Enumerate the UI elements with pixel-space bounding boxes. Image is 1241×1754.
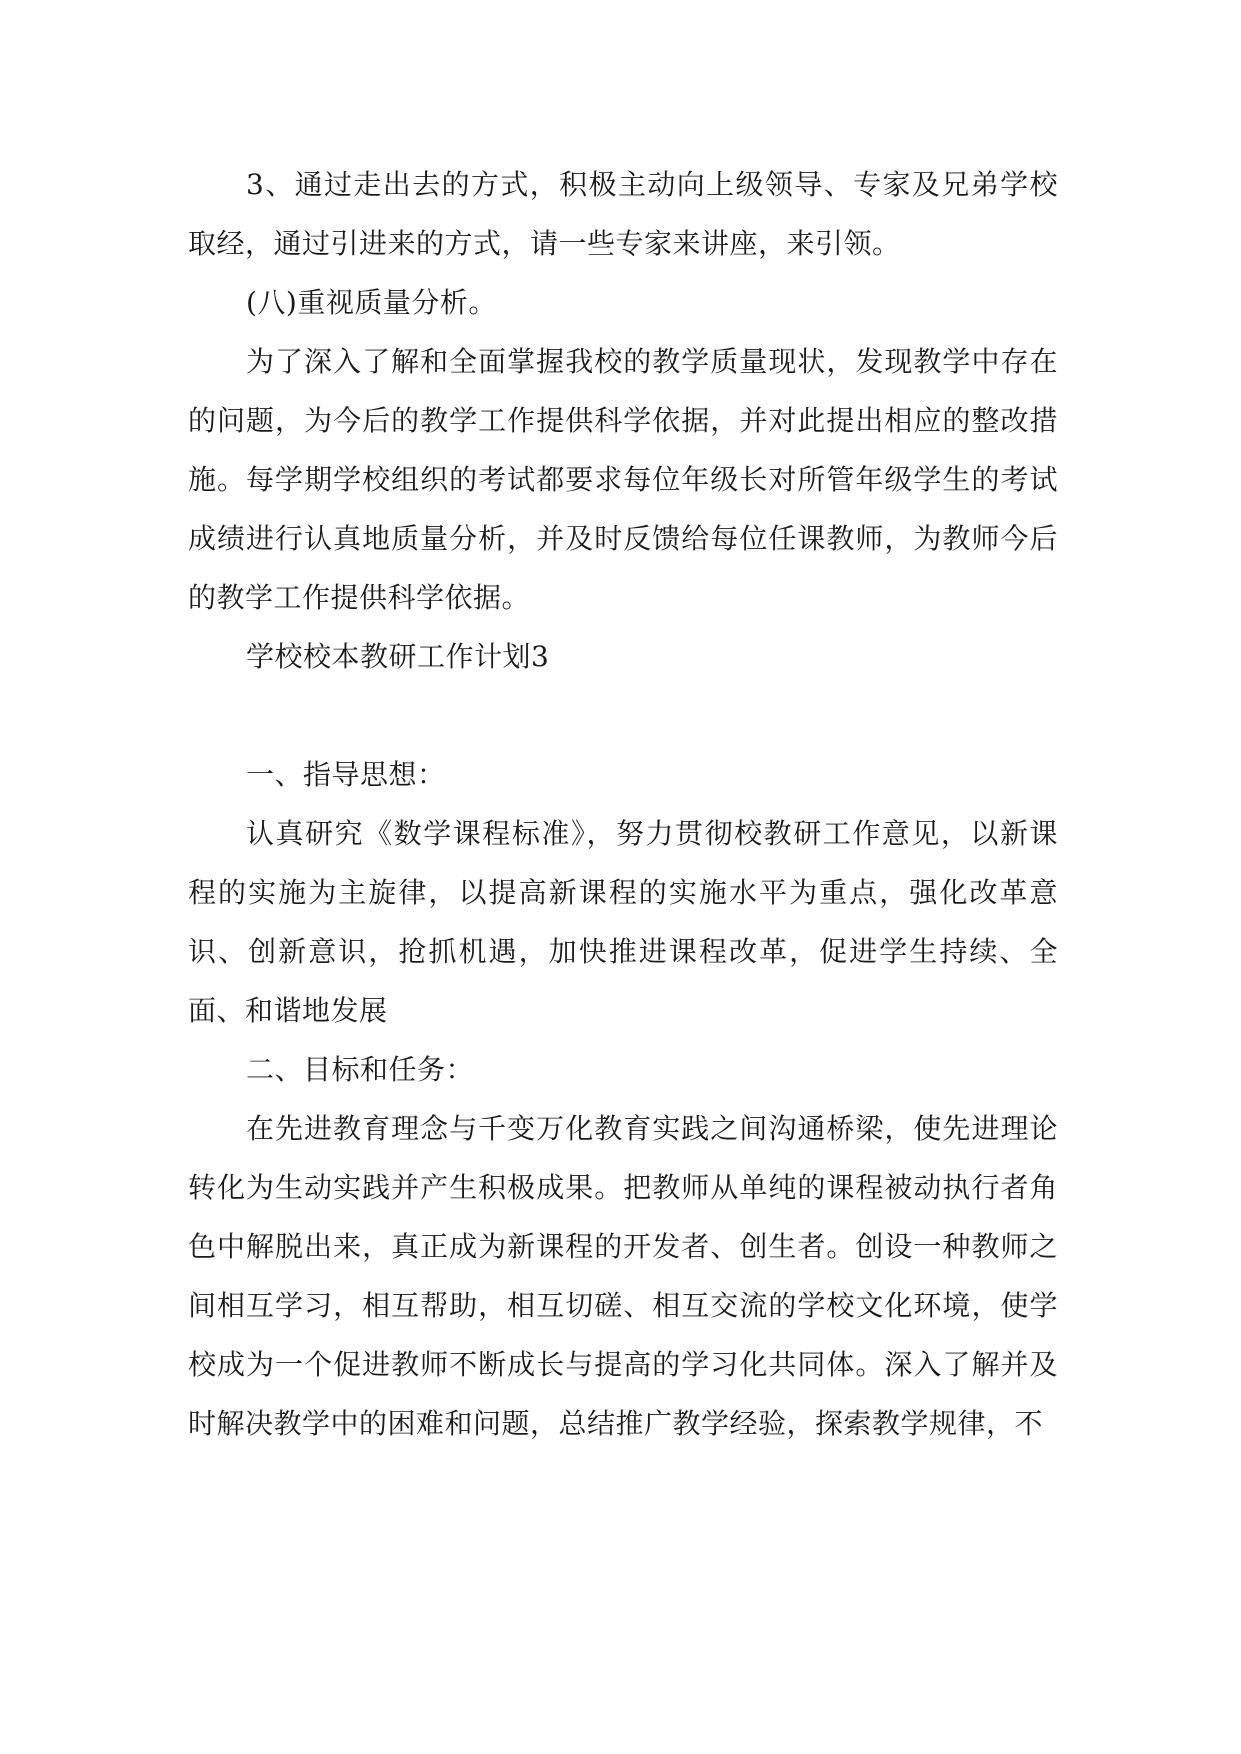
- document-body: [188, 155, 1058, 1453]
- section-heading-quality-analysis: (八)重视质量分析。: [246, 286, 497, 319]
- paragraph-guiding-ideology: 认真研究《数学课程标准》，努力贯彻校教研工作意见，以新课程的实施为主旋律，以提高新课程的实施水平为重点，强化改革意识、创新意识，抢抓机遇，加快推进课程改革，促进学生持续、全面、和谐地发展: [188, 817, 1058, 1027]
- section-heading-guiding-ideology: 一、指导思想：: [246, 758, 446, 791]
- section-heading-goals-tasks: 二、目标和任务：: [246, 1053, 475, 1086]
- paragraph-quality-analysis: 为了深入了解和全面掌握我校的教学质量现状，发现教学中存在的问题，为今后的教学工作提供科学依据，并对此提出相应的整改措施。每学期学校组织的考试都要求每位年级长对所管年级学生的考试成绩进行认真地质量分析，并及时反馈给每位任课教师，为教师今后的教学工作提供科学依据。: [188, 345, 1058, 614]
- paragraph-3-learning-outreach: 3、通过走出去的方式，积极主动向上级领导、专家及兄弟学校取经，通过引进来的方式，请一些专家来讲座，来引领。: [188, 168, 1058, 260]
- paragraph-goals-tasks: 在先进教育理念与千变万化教育实践之间沟通桥梁，使先进理论转化为生动实践并产生积极成果。把教师从单纯的课程被动执行者角色中解脱出来，真正成为新课程的开发者、创生者。创设一种教师之间相互学习，相互帮助，相互切磋、相互交流的学校文化环境，使学校成为一个促进教师不断成长与提高的学习化共同体。深入了解并及时解决教学中的困难和问题，总结推广教学经验，探索教学规律，不: [188, 1112, 1058, 1440]
- blank-line: [188, 686, 1058, 745]
- plan-title: 学校校本教研工作计划3: [246, 640, 550, 673]
